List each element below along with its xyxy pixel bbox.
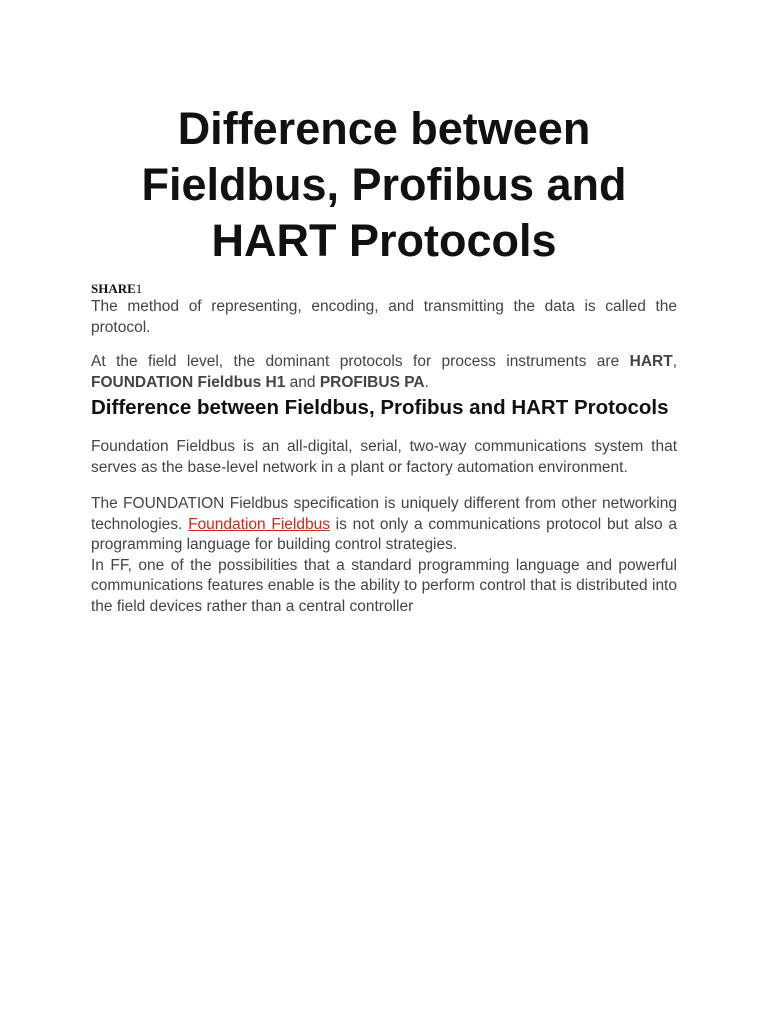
share-counter[interactable] <box>91 281 677 297</box>
share-label: SHARE <box>91 281 136 296</box>
title-line-1: Difference between <box>177 103 591 154</box>
field-level-paragraph <box>91 352 677 393</box>
document-page <box>91 0 677 617</box>
specification-paragraph <box>91 494 677 556</box>
title-line-2: Fieldbus, Profibus and <box>141 159 627 210</box>
specification-suffix: is not only a communications protocol but also a programming language for building control strategies. <box>91 515 677 553</box>
protocol-hart: HART <box>629 353 673 370</box>
fieldbus-intro-paragraph: Foundation Fieldbus is an all-digital, serial, two-way communications system that serves as the base-level network in a plant or factory automation environment. <box>91 438 677 476</box>
specification-prefix: The FOUNDATION Fieldbus specification is uniquely different from other networking technologies. <box>91 495 677 533</box>
title-line-3: HART Protocols <box>211 215 557 266</box>
protocol-foundation-fieldbus: FOUNDATION Fieldbus H1 <box>91 373 286 391</box>
protocol-profibus: PROFIBUS PA <box>319 373 425 391</box>
foundation-fieldbus-link[interactable]: Foundation Fieldbus <box>188 515 330 533</box>
ff-control-paragraph: In FF, one of the possibilities that a standard programming language and powerful communications features enable is the ability to perform control that is distributed into the field devices rather than a central controller <box>91 556 677 615</box>
field-level-prefix: At the field level, the dominant protocols for process instruments are <box>91 353 630 370</box>
intro-paragraph: The method of representing, encoding, and transmitting the data is called the protocol. <box>91 298 677 336</box>
share-count: 1 <box>135 281 143 296</box>
separator-1: , <box>672 353 677 370</box>
section-heading: Difference between Fieldbus, Profibus and HART Protocols <box>91 396 669 419</box>
separator-2: and <box>285 373 320 391</box>
page-title <box>91 0 677 269</box>
field-level-suffix: . <box>424 373 429 391</box>
